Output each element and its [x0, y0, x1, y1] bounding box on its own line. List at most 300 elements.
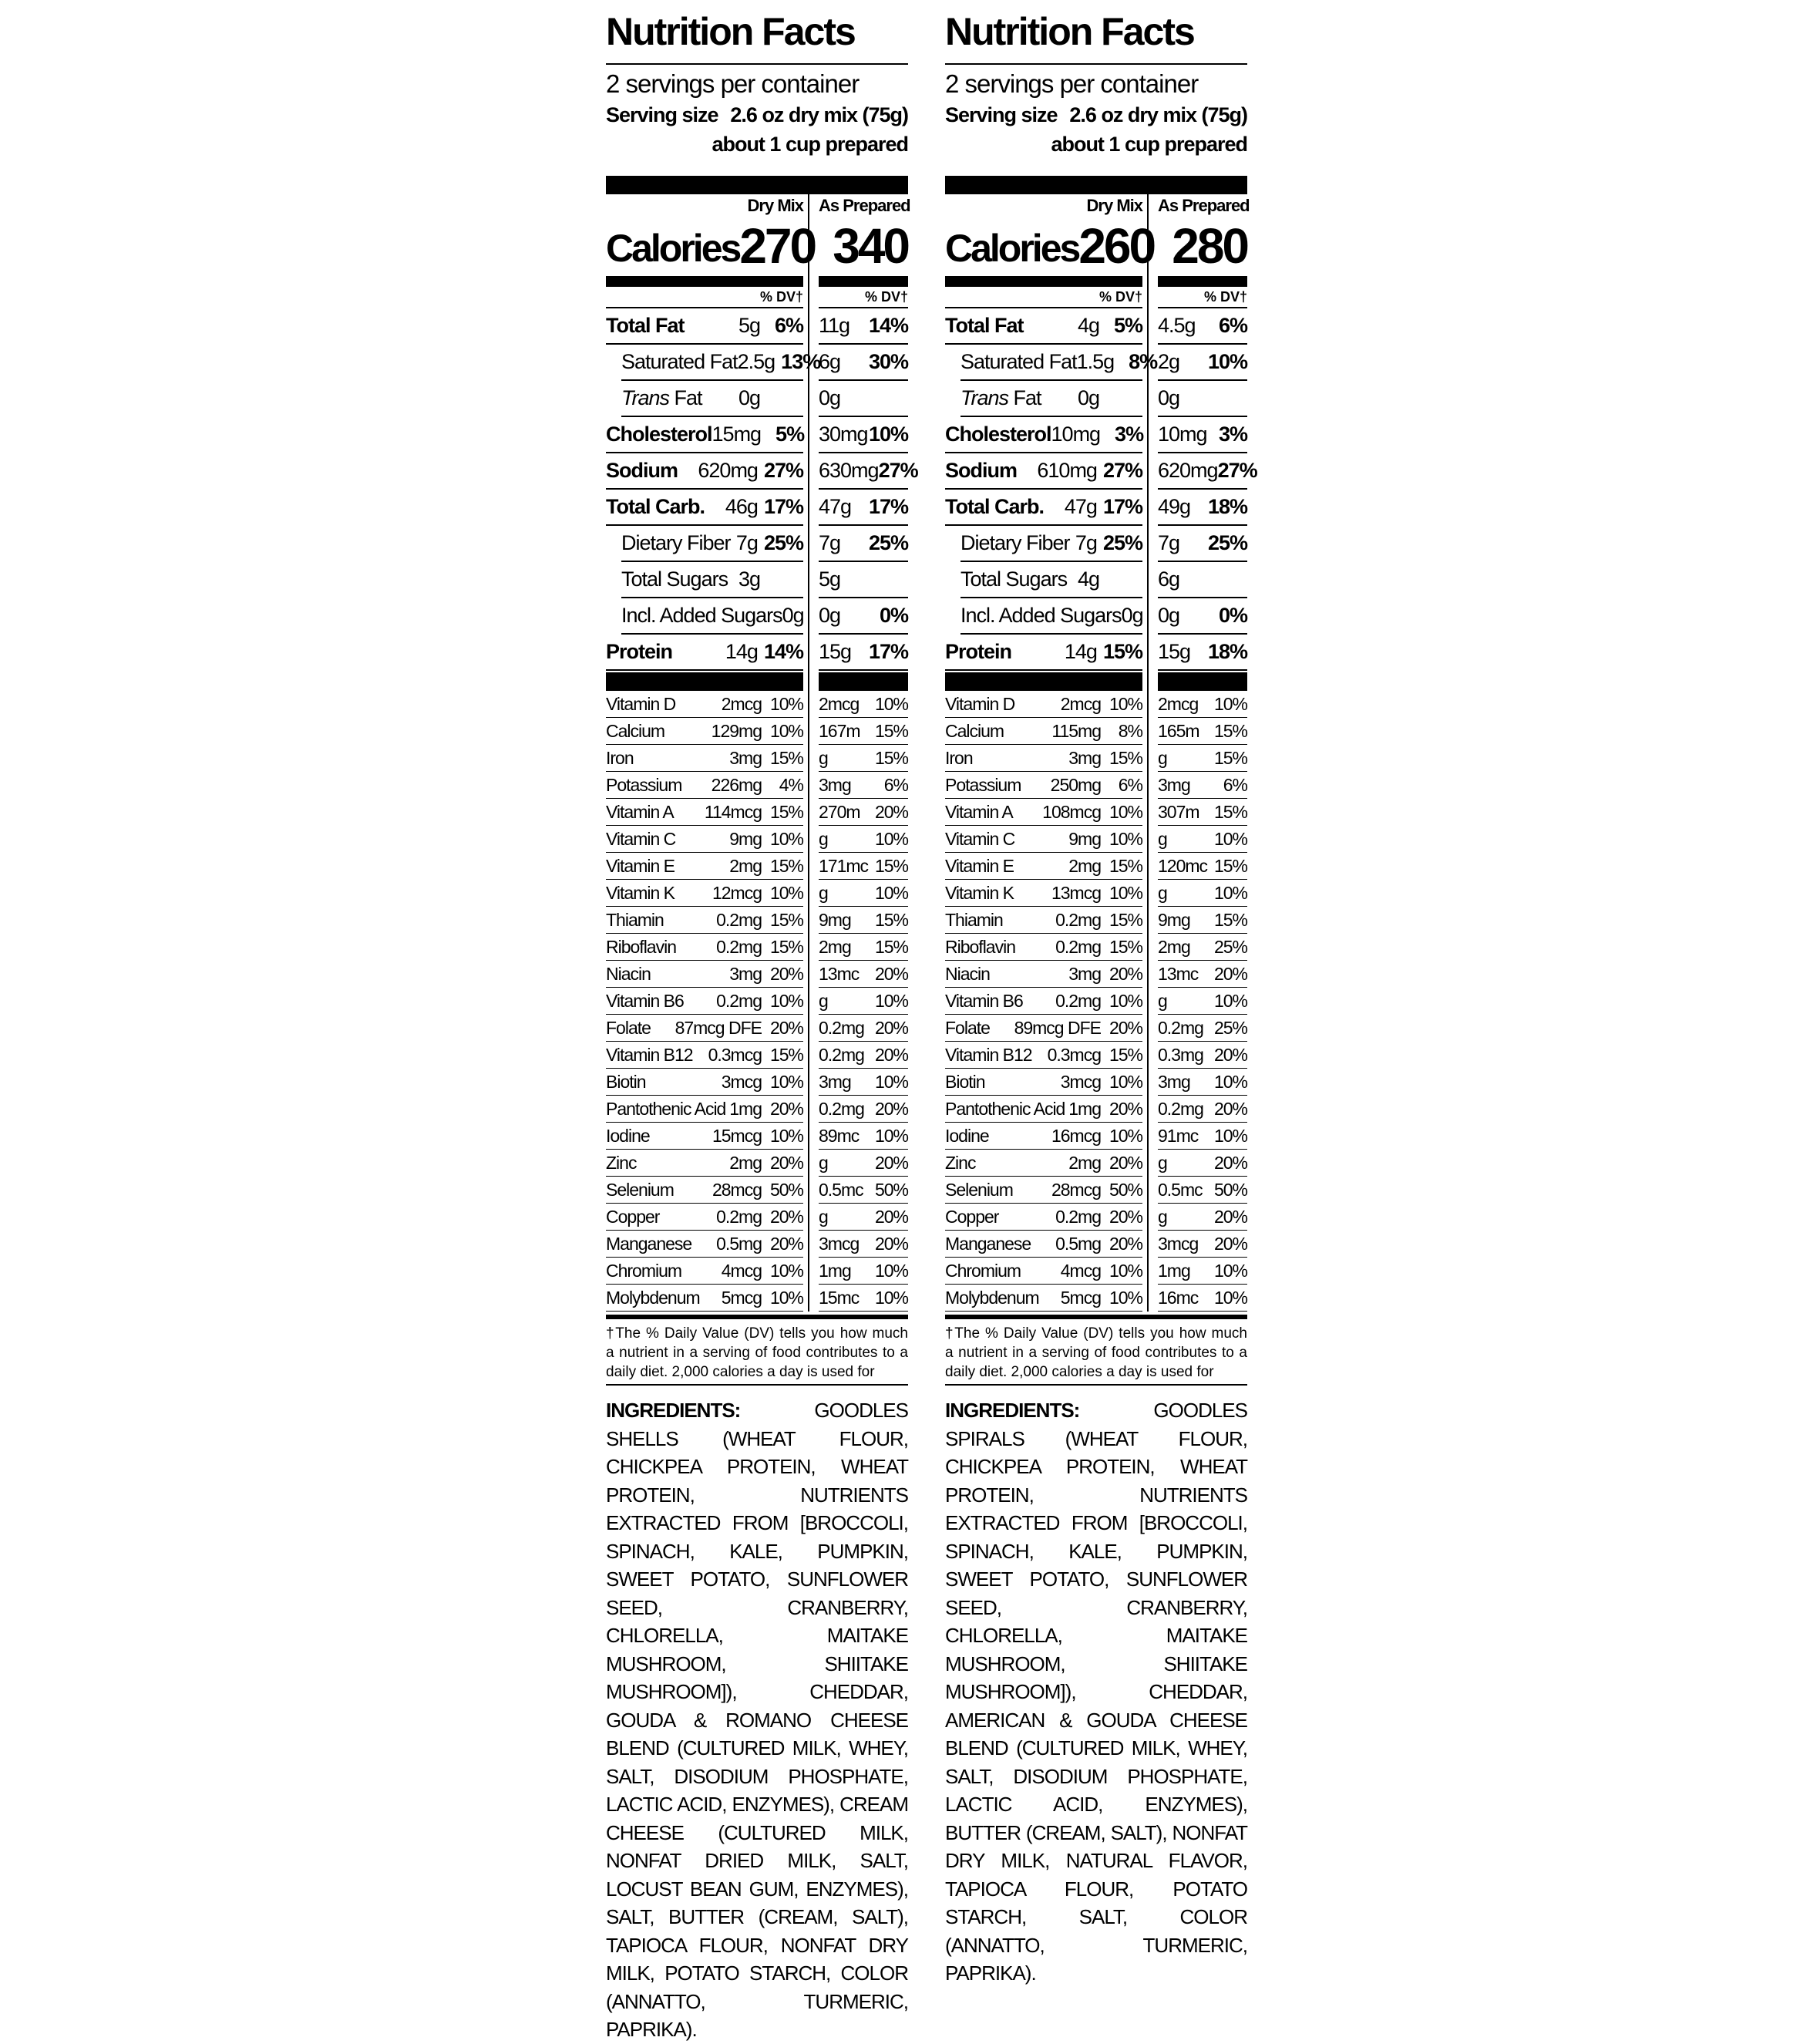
- vitamin-row-prepared: [819, 907, 908, 934]
- vitamin-name: Molybdenum: [606, 1287, 700, 1308]
- vitamin-dv-prepared: 15%: [874, 720, 908, 741]
- vitamin-name: Vitamin C: [945, 828, 1015, 849]
- nutrient-amount-prepared: 0g: [1158, 386, 1180, 409]
- calories-dry-value: 260: [1078, 218, 1155, 274]
- ingredients-text: GOODLES SPIRALS (WHEAT FLOUR, CHICKPEA PROTEIN, WHEAT PROTEIN, NUTRIENTS EXTRACTED FROM [BROCCOLI, SPINACH, KALE, PUMPKIN, SWEET POTATO, SUNFLOWER SEED, CRANBERRY, CHLORELLA, MAITAKE MUSHROOM, SHIITAKE MUSHROOM]), CHEDDAR, AMERICAN & GOUDA CHEESE BLEND (CULTURED MILK, WHEY, SALT, DISODIUM PHOSPHATE, LACTIC ACID, ENZYMES), BUTTER (CREAM, SALT), NONFAT DRY MILK, NATURAL FLAVOR, TAPIOCA FLOUR, POTATO STARCH, SALT, COLOR (ANNATTO, TURMERIC, PAPRIKA).: [945, 1399, 1247, 1985]
- vitamin-amount: 0.5mg: [716, 1233, 762, 1254]
- nutrient-amount: 5g: [738, 314, 760, 337]
- vitamin-name: Vitamin B6: [606, 990, 684, 1011]
- vitamin-row: [945, 1096, 1142, 1123]
- vitamin-amount-prepared: g: [819, 990, 828, 1011]
- vitamin-dv-prepared: 20%: [1213, 1233, 1247, 1254]
- nutrient-row: [945, 490, 1142, 526]
- vitamin-amount: 1mg: [1068, 1098, 1101, 1119]
- vitamin-row-prepared: [1158, 799, 1247, 826]
- vitamin-name: Copper: [945, 1206, 999, 1227]
- vitamin-amount-prepared: 0.2mg: [819, 1098, 864, 1119]
- nutrient-amount: 0g: [738, 386, 760, 409]
- vitamin-row-prepared: [1158, 1177, 1247, 1204]
- vitamin-amount: 4mcg: [721, 1260, 762, 1281]
- nutrient-dv-prepared: 18%: [1207, 495, 1247, 518]
- vitamin-amount: 28mcg: [712, 1179, 762, 1200]
- nutrient-dv-prepared: 17%: [868, 640, 908, 663]
- serving-size-row: [606, 100, 908, 130]
- nutrient-name: Dietary Fiber: [621, 531, 731, 554]
- vitamin-name: Manganese: [945, 1233, 1031, 1254]
- vitamin-amount-prepared: 0.3mg: [1158, 1044, 1203, 1065]
- vitamin-row: [606, 934, 803, 961]
- vitamin-dv-prepared: 6%: [1223, 774, 1247, 795]
- nutrient-dv: 25%: [1102, 531, 1142, 554]
- calories-row-prepared: [1158, 217, 1247, 274]
- vitamin-row-prepared: [819, 718, 908, 745]
- vitamin-row-prepared: [1158, 772, 1247, 799]
- vitamin-amount-prepared: 0.2mg: [819, 1017, 864, 1038]
- vitamin-row-prepared: [819, 799, 908, 826]
- vitamin-dv: 15%: [769, 801, 803, 822]
- vitamin-amount-prepared: 3mg: [1158, 774, 1190, 795]
- vitamin-row: [945, 907, 1142, 934]
- vitamin-dv: 15%: [1109, 909, 1142, 930]
- vitamin-row: [945, 1204, 1142, 1231]
- nutrient-row-prepared: [819, 308, 908, 345]
- vitamin-dv-prepared: 10%: [874, 990, 908, 1011]
- vitamin-row: [606, 718, 803, 745]
- vitamin-row: [606, 1231, 803, 1258]
- nutrient-amount-prepared: 4.5g: [1158, 314, 1196, 337]
- vitamin-dv: 20%: [1109, 1098, 1142, 1119]
- vitamin-dv-prepared: 20%: [1213, 1044, 1247, 1065]
- nutrient-amount: 620mg: [698, 459, 758, 482]
- vitamin-dv: 10%: [1109, 1260, 1142, 1281]
- vitamin-name: Riboflavin: [606, 936, 676, 957]
- dry-mix-header: Dry Mix: [1086, 196, 1142, 215]
- vitamin-row: [606, 1069, 803, 1096]
- nutrient-row: [621, 598, 803, 635]
- nutrient-name: Saturated Fat: [621, 350, 738, 373]
- nutrient-dv: 17%: [763, 495, 803, 518]
- vitamin-dv: 15%: [769, 1044, 803, 1065]
- vitamin-dv-prepared: 15%: [1213, 909, 1247, 930]
- nutrient-row: [606, 308, 803, 345]
- vitamin-amount-prepared: 9mg: [819, 909, 851, 930]
- vitamin-amount-prepared: g: [819, 747, 828, 768]
- vitamin-row: [606, 880, 803, 907]
- nutrient-dv-prepared: 10%: [1207, 350, 1247, 373]
- vitamin-name: Thiamin: [606, 909, 664, 930]
- vitamin-dv: 10%: [1109, 1125, 1142, 1146]
- nutrient-amount: 610mg: [1037, 459, 1097, 482]
- vitamin-amount-prepared: 2mcg: [1158, 693, 1199, 714]
- vitamin-amount-prepared: 91mc: [1158, 1125, 1199, 1146]
- vitamin-amount: 15mcg: [712, 1125, 762, 1146]
- vitamin-dv: 10%: [769, 990, 803, 1011]
- vitamin-dv-prepared: 10%: [874, 882, 908, 903]
- nutrient-dv-prepared: 18%: [1207, 640, 1247, 663]
- vitamin-amount: 2mg: [1068, 855, 1101, 876]
- dv-header: % DV†: [606, 287, 803, 308]
- vitamin-amount-prepared: 3mg: [819, 1071, 851, 1092]
- vitamin-dv: 20%: [1109, 1017, 1142, 1038]
- vitamin-row: [945, 1231, 1142, 1258]
- vitamin-dv-prepared: 10%: [1213, 1125, 1247, 1146]
- vitamin-row-prepared: [819, 1150, 908, 1177]
- vitamin-amount-prepared: 167m: [819, 720, 860, 741]
- vitamin-amount-prepared: 2mg: [1158, 936, 1190, 957]
- nutrient-row: [606, 417, 803, 453]
- vitamin-dv-prepared: 15%: [1213, 747, 1247, 768]
- vitamin-name: Niacin: [945, 963, 990, 984]
- vitamin-amount: 3mcg: [1060, 1071, 1101, 1092]
- vitamin-dv: 8%: [1118, 720, 1142, 741]
- nutrition-panel-left: [606, 0, 918, 2044]
- nutrient-name: Protein: [945, 640, 1012, 663]
- vitamin-dv: 20%: [769, 963, 803, 984]
- nutrient-row: [961, 562, 1142, 598]
- vitamin-name: Pantothenic Acid: [945, 1098, 1065, 1119]
- vitamin-name: Biotin: [945, 1071, 985, 1092]
- vitamin-amount: 108mcg: [1042, 801, 1101, 822]
- vitamin-amount: 89mcg DFE: [1014, 1017, 1101, 1038]
- vitamins-divider: [819, 672, 908, 691]
- serving-size-label: Serving size: [945, 103, 1058, 126]
- calories-label: Calories: [945, 227, 1079, 270]
- ingredients-list: [606, 1396, 908, 2044]
- vitamin-row: [606, 1177, 803, 1204]
- vitamin-row: [945, 988, 1142, 1015]
- vitamin-dv-prepared: 10%: [874, 693, 908, 714]
- vitamin-amount: 0.2mg: [1055, 936, 1101, 957]
- vitamin-dv: 10%: [769, 720, 803, 741]
- vitamin-row-prepared: [819, 826, 908, 853]
- vitamin-row-prepared: [819, 1177, 908, 1204]
- vitamin-amount: 1mg: [729, 1098, 762, 1119]
- vitamin-dv-prepared: 50%: [874, 1179, 908, 1200]
- nutrient-dv-prepared: 0%: [879, 604, 908, 627]
- vitamin-row-prepared: [1158, 1042, 1247, 1069]
- nutrient-name: Total Sugars: [621, 567, 728, 591]
- vitamin-row-prepared: [819, 1285, 908, 1312]
- vitamin-dv: 10%: [1109, 990, 1142, 1011]
- vitamin-row: [945, 691, 1142, 718]
- vitamin-name: Vitamin K: [945, 882, 1014, 903]
- vitamin-dv-prepared: 10%: [1213, 990, 1247, 1011]
- nutrient-row-prepared: [819, 635, 908, 671]
- vitamin-row: [945, 1015, 1142, 1042]
- vitamin-row: [945, 772, 1142, 799]
- vitamin-amount-prepared: 3mg: [1158, 1071, 1190, 1092]
- nutrient-row-prepared: [819, 526, 908, 562]
- vitamin-row-prepared: [819, 1231, 908, 1258]
- vitamin-amount: 2mg: [729, 855, 762, 876]
- nutrient-amount: 14g: [725, 640, 758, 663]
- nutrient-row-prepared: [819, 417, 908, 453]
- vitamin-dv: 15%: [1109, 1044, 1142, 1065]
- vitamin-name: Iodine: [606, 1125, 650, 1146]
- vitamin-name: Folate: [945, 1017, 990, 1038]
- vitamin-name: Niacin: [606, 963, 651, 984]
- nutrient-amount-prepared: 5g: [819, 567, 841, 591]
- vitamin-name: Chromium: [945, 1260, 1021, 1281]
- vitamin-amount: 2mcg: [721, 693, 762, 714]
- vitamin-row-prepared: [819, 853, 908, 880]
- vitamin-amount-prepared: 0.2mg: [1158, 1098, 1203, 1119]
- vitamin-amount: 226mg: [711, 774, 762, 795]
- nutrient-name: Sodium: [606, 459, 678, 482]
- vitamin-row: [606, 1150, 803, 1177]
- vitamin-dv-prepared: 10%: [1213, 1260, 1247, 1281]
- nutrient-row: [606, 453, 803, 490]
- nutrient-amount: 7g: [1075, 531, 1097, 554]
- dv-header: % DV†: [819, 287, 908, 308]
- vitamin-amount: 0.2mg: [716, 990, 762, 1011]
- calories-dry-value: 270: [739, 218, 816, 274]
- vitamin-amount: 2mg: [1068, 1152, 1101, 1173]
- nutrient-name-rest: Fat: [1008, 386, 1041, 409]
- vitamin-row-prepared: [1158, 745, 1247, 772]
- vitamin-row: [945, 1150, 1142, 1177]
- vitamin-dv: 20%: [769, 1017, 803, 1038]
- vitamin-dv: 20%: [1109, 1233, 1142, 1254]
- nutrient-amount-prepared: 0g: [819, 604, 841, 627]
- calories-divider: [1158, 276, 1247, 287]
- serving-size-value: 2.6 oz dry mix (75g): [730, 103, 908, 126]
- vitamin-row: [945, 826, 1142, 853]
- nutrient-row-prepared: [1158, 417, 1247, 453]
- vitamin-dv: 20%: [769, 1233, 803, 1254]
- vitamin-name: Riboflavin: [945, 936, 1015, 957]
- nutrient-amount-prepared: 11g: [819, 314, 850, 337]
- vitamin-name: Calcium: [945, 720, 1004, 741]
- vitamin-dv: 10%: [769, 1125, 803, 1146]
- vitamin-amount: 2mcg: [1060, 693, 1101, 714]
- nutrient-row: [621, 381, 803, 417]
- vitamin-dv: 20%: [1109, 1206, 1142, 1227]
- nutrient-name: Dietary Fiber: [961, 531, 1070, 554]
- vitamin-amount: 9mg: [1068, 828, 1101, 849]
- vitamin-amount-prepared: 307m: [1158, 801, 1199, 822]
- nutrient-row-prepared: [1158, 345, 1247, 381]
- servings-per-container: 2 servings per container: [945, 69, 1199, 98]
- vitamin-row: [945, 934, 1142, 961]
- vitamin-name: Iron: [945, 747, 973, 768]
- vitamins-divider: [1158, 672, 1247, 691]
- nutrient-row: [621, 345, 821, 381]
- vitamin-amount-prepared: g: [819, 1152, 828, 1173]
- vitamin-row-prepared: [1158, 961, 1247, 988]
- vitamin-dv-prepared: 20%: [1213, 1152, 1247, 1173]
- vitamin-name: Copper: [606, 1206, 660, 1227]
- vitamin-amount: 3mcg: [721, 1071, 762, 1092]
- nutrient-amount-prepared: 30mg: [819, 423, 868, 446]
- vitamins-divider: [945, 672, 1142, 691]
- nutrient-row-prepared: [819, 490, 908, 526]
- vitamin-amount-prepared: 2mg: [819, 936, 851, 957]
- vitamin-row: [945, 1069, 1142, 1096]
- nutrient-name: Incl. Added Sugars: [961, 604, 1122, 627]
- nutrient-row: [606, 635, 803, 671]
- nutrient-name-italic: Trans: [961, 386, 1009, 409]
- vitamin-name: Calcium: [606, 720, 665, 741]
- nutrient-amount: 14g: [1064, 640, 1097, 663]
- vitamin-dv: 6%: [1118, 774, 1142, 795]
- vitamin-amount-prepared: 1mg: [1158, 1260, 1190, 1281]
- vitamin-dv-prepared: 10%: [1213, 693, 1247, 714]
- vitamin-name: Vitamin B12: [606, 1044, 693, 1065]
- nutrient-row-prepared: [819, 345, 908, 381]
- nutrient-row-prepared: [1158, 381, 1247, 417]
- vitamin-dv-prepared: 20%: [874, 1098, 908, 1119]
- vitamins-divider: [606, 672, 803, 691]
- nutrient-amount: 0g: [1121, 604, 1143, 627]
- vitamin-dv-prepared: 15%: [1213, 720, 1247, 741]
- nutrient-row: [945, 417, 1142, 453]
- vitamin-row-prepared: [1158, 853, 1247, 880]
- vitamin-dv-prepared: 20%: [874, 1017, 908, 1038]
- nutrient-name: Cholesterol: [606, 423, 712, 446]
- vitamin-amount-prepared: 0.2mg: [819, 1044, 864, 1065]
- vitamin-amount: 129mg: [711, 720, 762, 741]
- vitamin-row: [606, 853, 803, 880]
- vitamin-dv-prepared: 15%: [1213, 801, 1247, 822]
- vitamin-row-prepared: [1158, 1069, 1247, 1096]
- thick-divider: [945, 176, 1247, 194]
- vitamin-dv-prepared: 10%: [874, 1287, 908, 1308]
- servings-per-container: 2 servings per container: [606, 69, 860, 98]
- nutrient-dv-prepared: 6%: [1218, 314, 1247, 337]
- vitamin-row-prepared: [819, 1015, 908, 1042]
- nutrient-row: [961, 381, 1142, 417]
- vitamin-name: Pantothenic Acid: [606, 1098, 726, 1119]
- vitamin-row: [606, 745, 803, 772]
- vitamin-name: Vitamin B6: [945, 990, 1023, 1011]
- nutrient-dv-prepared: 25%: [868, 531, 908, 554]
- vitamin-amount-prepared: g: [819, 1206, 828, 1227]
- vitamin-dv: 15%: [1109, 747, 1142, 768]
- calories-prepared-value: 340: [833, 218, 908, 274]
- nutrient-amount: 1.5g: [1076, 350, 1115, 373]
- vitamin-dv-prepared: 15%: [874, 909, 908, 930]
- vitamin-amount: 115mg: [1051, 720, 1101, 741]
- vitamin-name: Selenium: [945, 1179, 1013, 1200]
- vitamin-amount-prepared: 3mg: [819, 774, 851, 795]
- nutrient-dv: 5%: [775, 423, 805, 446]
- vitamin-name: Thiamin: [945, 909, 1003, 930]
- calories-divider: [606, 276, 803, 287]
- vitamin-name: Chromium: [606, 1260, 682, 1281]
- nutrient-row-prepared: [1158, 562, 1247, 598]
- nutrient-row-prepared: [1158, 453, 1257, 490]
- nutrient-amount-prepared: 0g: [819, 386, 841, 409]
- nutrient-amount-prepared: 7g: [819, 531, 841, 554]
- vitamin-dv-prepared: 10%: [1213, 1287, 1247, 1308]
- nutrient-row: [945, 453, 1142, 490]
- nutrient-row-prepared: [1158, 308, 1247, 345]
- nutrient-name: Protein: [606, 640, 673, 663]
- calories-divider: [945, 276, 1142, 287]
- nutrient-row: [961, 526, 1142, 562]
- nutrient-row-prepared: [819, 381, 908, 417]
- vitamin-amount: 87mcg DFE: [675, 1017, 762, 1038]
- vitamin-name: Vitamin E: [606, 855, 675, 876]
- vitamin-row: [606, 961, 803, 988]
- nutrient-name: Total Sugars: [961, 567, 1068, 591]
- calories-divider: [819, 276, 908, 287]
- nutrient-amount-prepared: 49g: [1158, 495, 1191, 518]
- vitamin-dv-prepared: 10%: [874, 1260, 908, 1281]
- nutrient-name: Incl. Added Sugars: [621, 604, 782, 627]
- vitamin-amount-prepared: 270m: [819, 801, 860, 822]
- nutrient-amount: 2.5g: [737, 350, 775, 373]
- vitamin-amount-prepared: g: [1158, 990, 1167, 1011]
- vitamin-row: [606, 1015, 803, 1042]
- nutrient-amount-prepared: 15g: [1158, 640, 1191, 663]
- vitamin-dv-prepared: 20%: [1213, 963, 1247, 984]
- vitamin-dv-prepared: 20%: [1213, 1098, 1247, 1119]
- dv-footnote: †The % Daily Value (DV) tells you how much a nutrient in a serving of food contributes to a daily diet. 2,000 calories a day is used for: [945, 1315, 1247, 1386]
- vitamin-dv: 20%: [1109, 1152, 1142, 1173]
- vitamin-amount-prepared: g: [1158, 1152, 1167, 1173]
- nutrient-row-prepared: [1158, 490, 1247, 526]
- nutrient-row-prepared: [1158, 635, 1247, 671]
- vitamin-dv-prepared: 50%: [1213, 1179, 1247, 1200]
- nutrient-amount-prepared: 0g: [1158, 604, 1180, 627]
- nutrient-row: [945, 308, 1142, 345]
- dry-mix-column: [945, 194, 1158, 1312]
- nutrient-name-rest: Fat: [669, 386, 702, 409]
- dv-footnote: †The % Daily Value (DV) tells you how much a nutrient in a serving of food contributes to a daily diet. 2,000 calories a day is used for: [606, 1315, 908, 1386]
- vitamin-row-prepared: [819, 1042, 908, 1069]
- nutrient-dv: 15%: [1102, 640, 1142, 663]
- vitamin-row: [945, 1258, 1142, 1285]
- vitamin-row: [945, 745, 1142, 772]
- vitamin-row: [945, 718, 1142, 745]
- vitamin-dv: 20%: [769, 1098, 803, 1119]
- nutrient-row-prepared: [819, 598, 908, 635]
- vitamin-amount-prepared: 13mc: [1158, 963, 1199, 984]
- vitamin-dv-prepared: 25%: [1213, 936, 1247, 957]
- vitamin-row: [945, 1285, 1142, 1312]
- vitamin-row-prepared: [819, 1258, 908, 1285]
- vitamin-row-prepared: [1158, 826, 1247, 853]
- nutrient-dv-prepared: 0%: [1218, 604, 1247, 627]
- vitamin-dv-prepared: 20%: [874, 1152, 908, 1173]
- as-prepared-column: [809, 194, 918, 1312]
- nutrient-dv-prepared: 10%: [868, 423, 908, 446]
- vitamin-amount: 0.5mg: [1055, 1233, 1101, 1254]
- calories-prepared-value: 280: [1172, 218, 1247, 274]
- nutrient-dv-prepared: 14%: [868, 314, 908, 337]
- nutrient-amount-prepared: 10mg: [1158, 423, 1207, 446]
- vitamin-name: Molybdenum: [945, 1287, 1039, 1308]
- nutrient-row-prepared: [819, 453, 918, 490]
- nutrient-name: Saturated Fat: [961, 350, 1077, 373]
- vitamin-row: [606, 799, 803, 826]
- vitamin-dv: 10%: [1109, 801, 1142, 822]
- nutrient-amount-prepared: 620mg: [1158, 459, 1218, 482]
- vitamin-name: Vitamin D: [945, 693, 1015, 714]
- nutrient-amount-prepared: 7g: [1158, 531, 1180, 554]
- nutrient-amount: 7g: [735, 531, 758, 554]
- vitamin-dv: 10%: [1109, 693, 1142, 714]
- nutrient-amount-prepared: 630mg: [819, 459, 879, 482]
- vitamin-row: [945, 1123, 1142, 1150]
- calories-row-dry: [945, 217, 1155, 274]
- vitamin-amount: 0.3mcg: [1047, 1044, 1101, 1065]
- nutrient-dv-prepared: 30%: [868, 350, 908, 373]
- vitamin-row-prepared: [819, 1096, 908, 1123]
- vitamin-row-prepared: [819, 691, 908, 718]
